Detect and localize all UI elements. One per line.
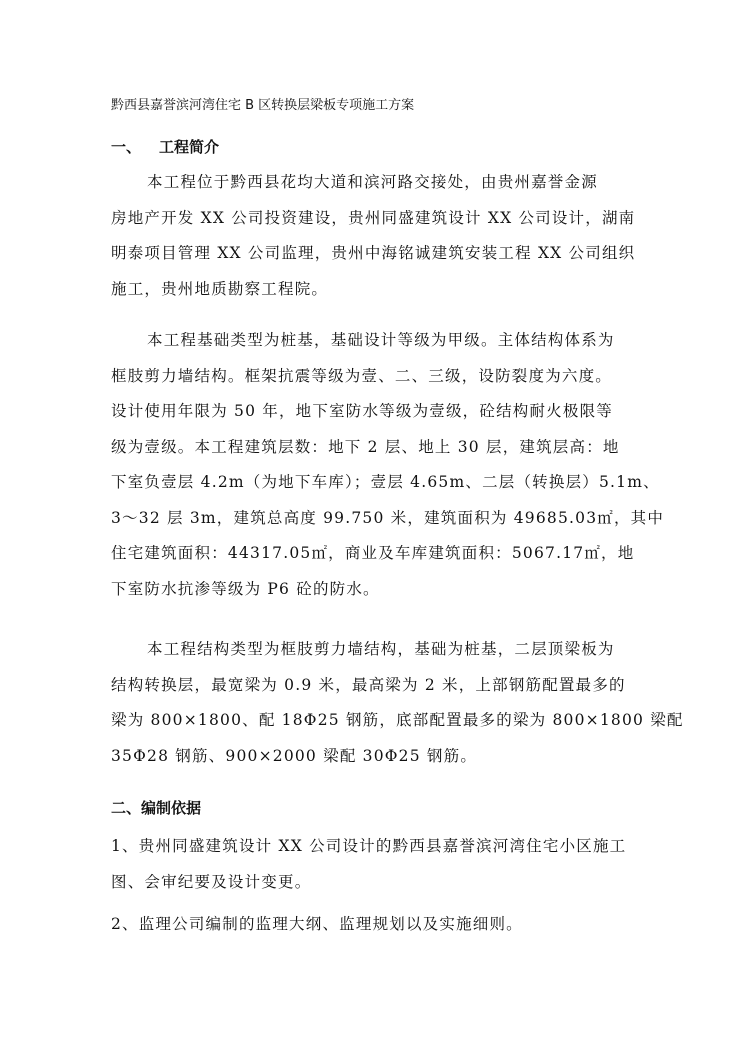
paragraph-line: 明泰项目管理 XX 公司监理，贵州中海铭诚建筑安装工程 XX 公司组织 bbox=[111, 244, 636, 262]
paragraph-foundation-structure bbox=[111, 323, 665, 607]
list-item-basis-1 bbox=[111, 829, 642, 900]
list-item-line: 2、监理公司编制的监理大纲、监理规划以及实施细则。 bbox=[111, 915, 523, 933]
list-item-basis-2 bbox=[111, 907, 642, 943]
paragraph-line: 级为壹级。本工程建筑层数：地下 2 层、地上 30 层，建筑层高：地 bbox=[111, 437, 620, 456]
paragraph-line: 设计使用年限为 50 年，地下室防水等级为壹级，砼结构耐火极限等 bbox=[111, 402, 613, 420]
paragraph-line: 本工程结构类型为框肢剪力墙结构，基础为桩基，二层顶梁板为 bbox=[147, 640, 615, 658]
paragraph-line: 框肢剪力墙结构。框架抗震等级为壹、二、三级，设防裂度为六度。 bbox=[111, 366, 613, 385]
paragraph-line: 房地产开发 XX 公司投资建设，贵州同盛建筑设计 XX 公司设计，湖南 bbox=[111, 208, 636, 227]
section-title: 编制依据 bbox=[141, 799, 202, 817]
paragraph-line: 结构转换层，最宽梁为 0.9 米，最高梁为 2 米，上部钢筋配置最多的 bbox=[111, 675, 626, 694]
paragraph-line: 本工程基础类型为桩基，基础设计等级为甲级。主体结构体系为 bbox=[147, 331, 615, 349]
paragraph-line: 梁为 800×1800、配 18Φ25 钢筋，底部配置最多的梁为 800×1800 梁配 bbox=[111, 711, 684, 729]
section-number: 一、 bbox=[111, 138, 142, 156]
paragraph-line: 35Φ28 钢筋、900×2000 梁配 30Φ25 钢筋。 bbox=[111, 746, 478, 765]
paragraph-line: 下室防水抗渗等级为 P6 砼的防水。 bbox=[111, 579, 380, 598]
paragraph-line: 本工程位于黔西县花均大道和滨河路交接处，由贵州嘉誉金源 bbox=[147, 173, 598, 191]
list-item-line: 1、贵州同盛建筑设计 XX 公司设计的黔西县嘉誉滨河湾住宅小区施工 bbox=[111, 837, 627, 855]
paragraph-line: 下室负壹层 4.2m（为地下车库）；壹层 4.65m、二层（转换层）5.1m、 bbox=[111, 473, 660, 491]
paragraph-line: 住宅建筑面积：44317.05㎡，商业及车库建筑面积：5067.17㎡，地 bbox=[111, 544, 635, 562]
document-title: 黔西县嘉誉滨河湾住宅 B 区转换层梁板专项施工方案 bbox=[111, 98, 415, 113]
section-heading-basis bbox=[111, 798, 201, 818]
section-heading-overview bbox=[111, 137, 219, 157]
section-title: 工程简介 bbox=[159, 138, 220, 156]
list-item-line: 图、会审纪要及设计变更。 bbox=[111, 872, 312, 891]
paragraph-transfer-floor bbox=[111, 632, 684, 774]
section-number: 二、 bbox=[111, 799, 142, 817]
paragraph-line: 3～32 层 3m，建筑总高度 99.750 米，建筑面积为 49685.03㎡，其中 bbox=[111, 508, 665, 527]
paragraph-project-location bbox=[111, 165, 642, 307]
paragraph-line: 施工，贵州地质勘察工程院。 bbox=[111, 279, 329, 298]
